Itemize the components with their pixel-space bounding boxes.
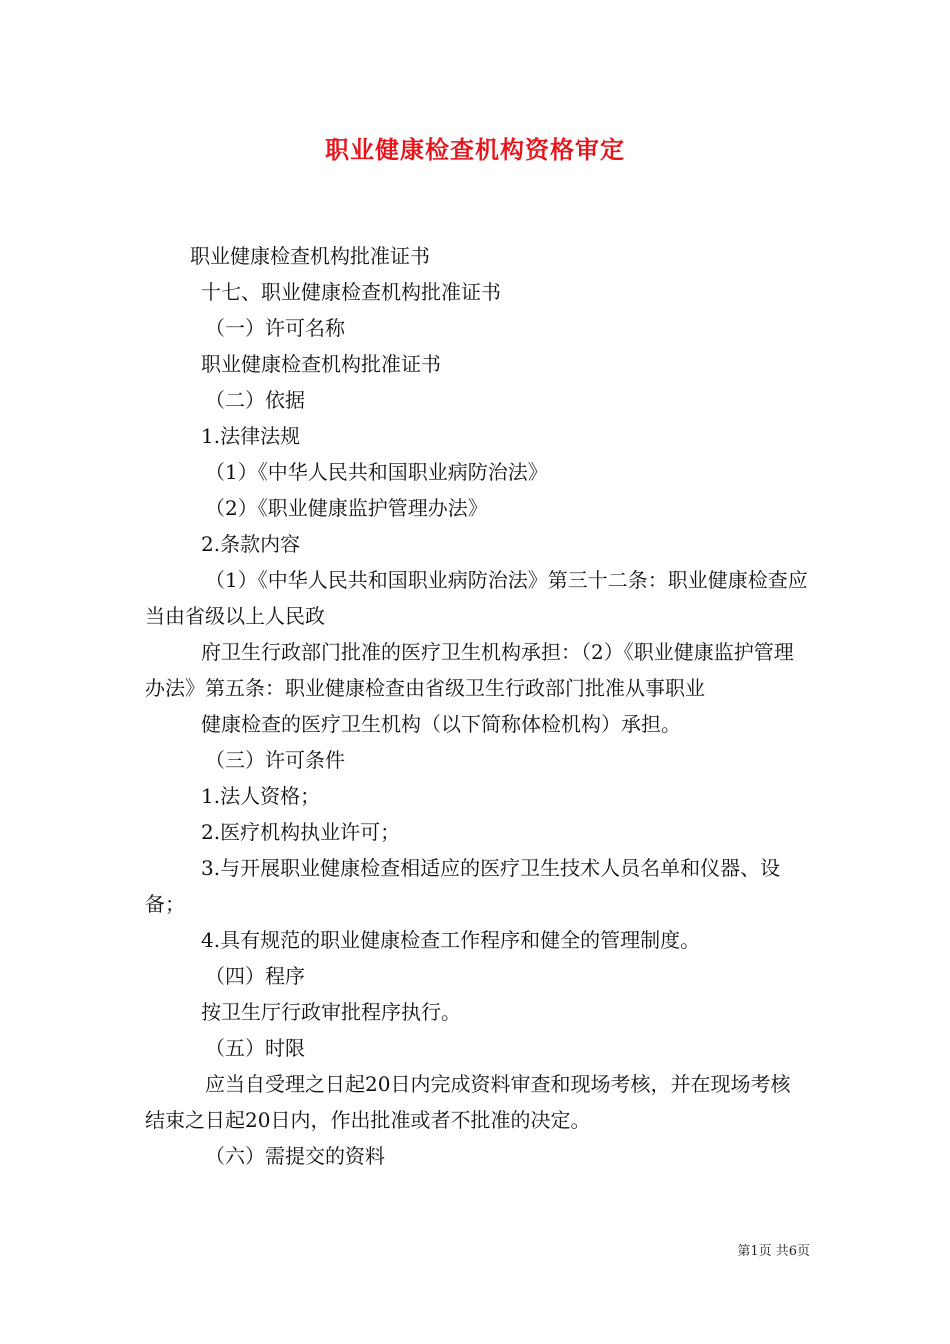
document-title: 职业健康检查机构资格审定: [325, 136, 625, 164]
paragraph: （一）许可名称: [205, 316, 345, 340]
paragraph: 3.与开展职业健康检查相适应的医疗卫生技术人员名单和仪器、设备；: [145, 856, 781, 916]
paragraph: 2.医疗机构执业许可；: [201, 820, 401, 844]
page-number: 第1页 共6页: [737, 1244, 810, 1259]
paragraph: （四）程序: [205, 964, 305, 988]
paragraph: （1）《中华人民共和国职业病防治法》: [205, 460, 548, 484]
paragraph: 1.法律法规: [201, 424, 301, 448]
paragraph: 1.法人资格；: [201, 784, 321, 808]
paragraph: 十七、职业健康检查机构批准证书: [201, 280, 501, 304]
document-body: [145, 238, 810, 1174]
paragraph: 4.具有规范的职业健康检查工作程序和健全的管理制度。: [201, 928, 701, 952]
paragraph: 府卫生行政部门批准的医疗卫生机构承担：（2）《职业健康监护管理办法》第五条：职业健康检查由省级卫生行政部门批准从事职业: [145, 640, 794, 700]
paragraph: 职业健康检查机构批准证书: [201, 352, 441, 376]
paragraph: 按卫生厅行政审批程序执行。: [201, 1000, 461, 1024]
paragraph: （三）许可条件: [205, 748, 345, 772]
paragraph: 职业健康检查机构批准证书: [190, 244, 430, 268]
paragraph: （2）《职业健康监护管理办法》: [205, 496, 488, 520]
paragraph: 应当自受理之日起20日内完成资料审查和现场考核，并在现场考核结束之日起20日内，作出批准或者不批准的决定。: [145, 1072, 791, 1132]
paragraph: （1）《中华人民共和国职业病防治法》第三十二条：职业健康检查应当由省级以上人民政: [145, 568, 808, 628]
paragraph: 2.条款内容: [201, 532, 301, 556]
paragraph: （二）依据: [205, 388, 305, 412]
paragraph: 健康检查的医疗卫生机构（以下简称体检机构）承担。: [201, 712, 681, 736]
paragraph: （五）时限: [205, 1036, 305, 1060]
paragraph: （六）需提交的资料: [205, 1144, 385, 1168]
